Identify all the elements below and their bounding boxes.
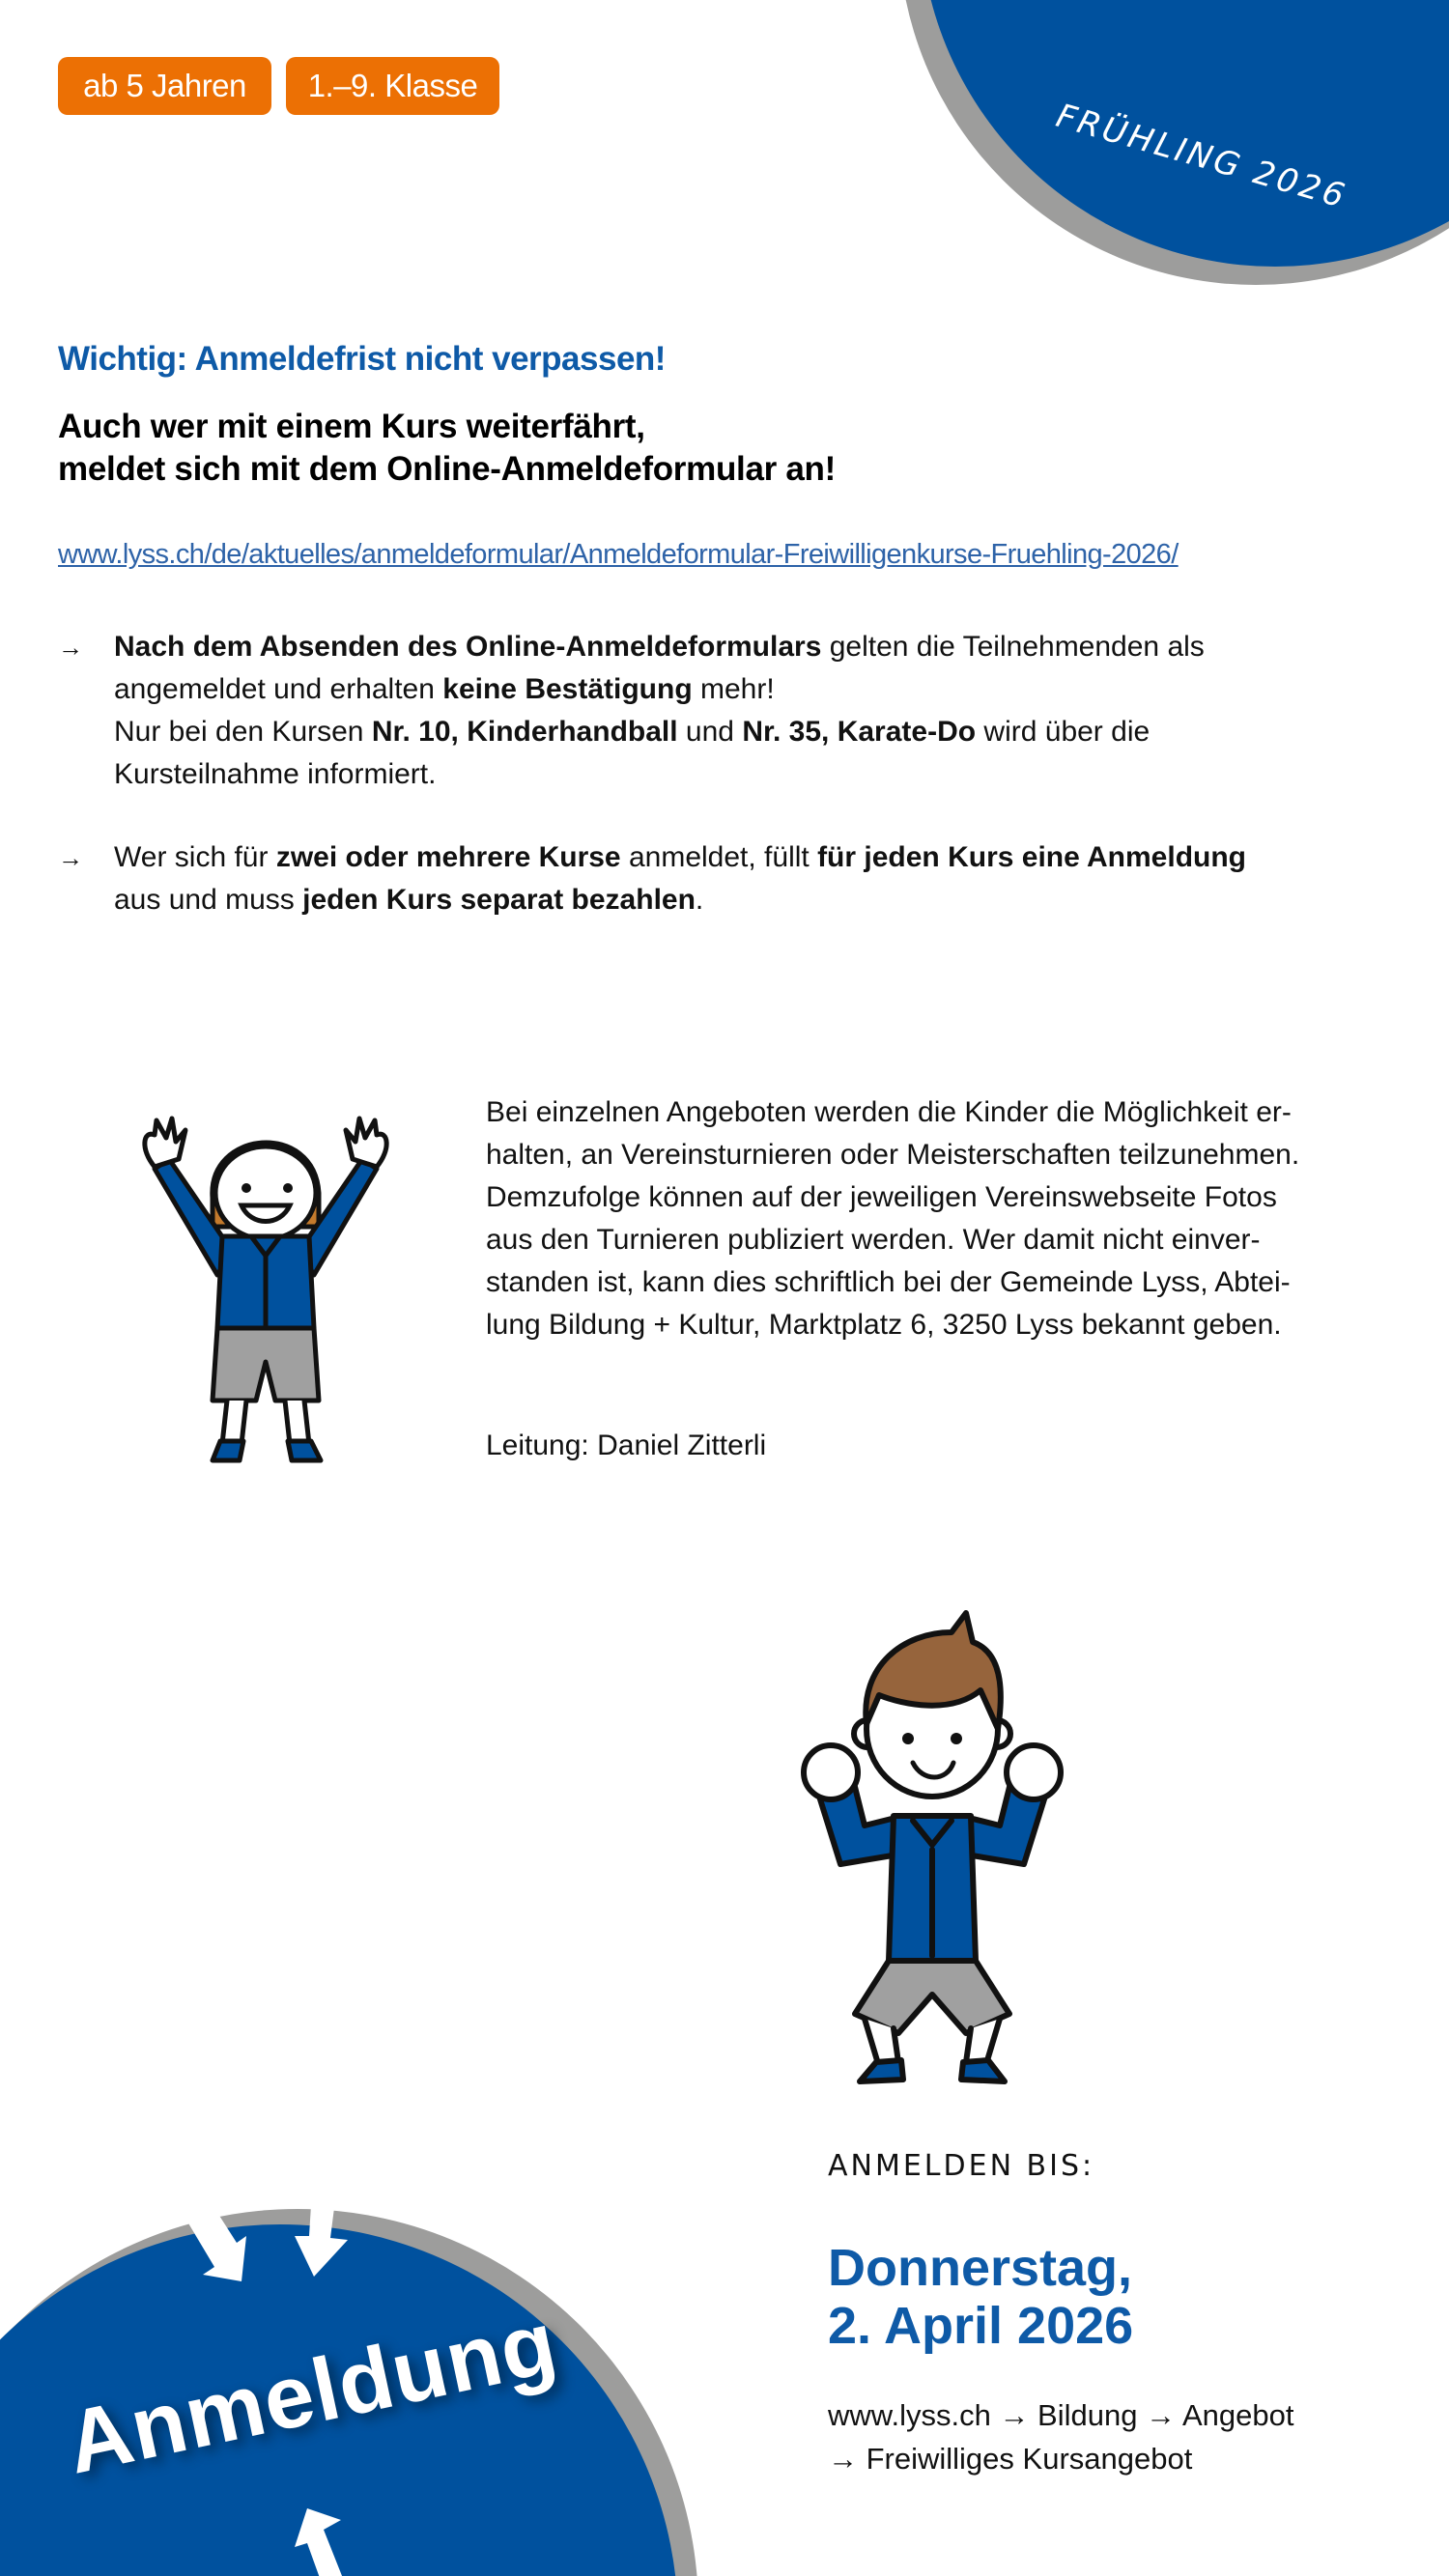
info-line: Demzufolge können auf der jeweiligen Vereinswebseite Fotos xyxy=(486,1181,1277,1213)
notice-heading-line: Auch wer mit einem Kurs weiterfährt, xyxy=(58,408,645,445)
registration-form-link[interactable]: www.lyss.ch/de/aktuelles/anmeldeformular/Anmeldeformular-Freiwilligenkurse-Fruehling-2026/ xyxy=(58,539,1179,570)
info-paragraph xyxy=(486,1091,1394,1346)
deadline-day: Donnerstag, xyxy=(828,2239,1133,2297)
registration-stamp-label: Anmeldung xyxy=(58,2292,566,2493)
info-line: standen ist, kann dies schriftlich bei der Gemeinde Lyss, Abtei- xyxy=(486,1266,1291,1298)
bullet-emphasis: für jeden Kurs eine Anmeldung xyxy=(817,841,1246,873)
bullet-segment: gelten die Teilnehmenden als angemeldet und erhalten xyxy=(114,631,1205,705)
girl-cheering-illustration xyxy=(116,1091,406,1478)
bullet-text xyxy=(114,626,1285,796)
deadline-day-date: 2. April 2026 xyxy=(828,2297,1134,2355)
info-line: halten, an Vereinsturnieren oder Meisterschaften teilzunehmen. xyxy=(486,1139,1300,1171)
bullet-segment: Nur bei den Kursen xyxy=(114,716,372,748)
boy-flexing-illustration xyxy=(758,1608,1106,2091)
bullet-emphasis: Nr. 10, Kinderhandball xyxy=(371,716,678,748)
web-path-line: → Freiwilliges Kursangebot xyxy=(828,2442,1193,2476)
bullet-text xyxy=(114,836,1285,921)
bullet-emphasis: Nr. 35, Karate-Do xyxy=(742,716,977,748)
bullet-item xyxy=(58,836,1285,921)
bullet-segment: mehr! xyxy=(692,673,775,705)
age-badge: ab 5 Jahren xyxy=(58,57,271,115)
bullet-emphasis: keine Bestätigung xyxy=(442,673,693,705)
deadline-label: ANMELDEN BIS: xyxy=(828,2149,1095,2183)
info-line: Bei einzelnen Angeboten werden die Kinder die Möglichkeit er- xyxy=(486,1096,1292,1128)
bullet-segment: . xyxy=(695,884,704,916)
notice-heading-line: meldet sich mit dem Online-Anmeldeformular an! xyxy=(58,450,836,488)
registration-disc xyxy=(0,2074,734,2576)
bullet-segment: wird über die Kursteilnahme informiert. xyxy=(114,716,1151,790)
info-line: aus den Turnieren publiziert werden. Wer damit nicht einver- xyxy=(486,1224,1261,1256)
deadline-date xyxy=(828,2239,1133,2355)
season-label: FRÜHLING 2026 xyxy=(1051,97,1351,217)
course-leader: Leitung: Daniel Zitterli xyxy=(486,1430,767,1461)
bullet-emphasis: zwei oder mehrere Kurse xyxy=(275,841,621,873)
important-notice-title: Wichtig: Anmeldefrist nicht verpassen! xyxy=(58,340,666,378)
bullet-segment: Wer sich für xyxy=(114,841,276,873)
web-path-line: www.lyss.ch → Bildung → Angebot xyxy=(828,2398,1294,2432)
bullet-segment: aus und muss xyxy=(114,884,303,916)
bullet-emphasis: jeden Kurs separat bezahlen xyxy=(302,884,696,916)
notice-heading xyxy=(58,406,836,491)
info-line: lung Bildung + Kultur, Marktplatz 6, 3250 Lyss bekannt geben. xyxy=(486,1309,1282,1341)
web-navigation-path xyxy=(828,2393,1293,2480)
bullet-emphasis: Nach dem Absenden des Online-Anmeldeformulars xyxy=(114,631,822,663)
bullet-segment: anmeldet, füllt xyxy=(620,841,818,873)
bullet-item xyxy=(58,626,1285,796)
arrow-right-icon: → xyxy=(58,843,83,872)
grade-badge: 1.–9. Klasse xyxy=(286,57,499,115)
arrow-right-icon: → xyxy=(58,633,83,662)
bullet-segment: und xyxy=(677,716,743,748)
